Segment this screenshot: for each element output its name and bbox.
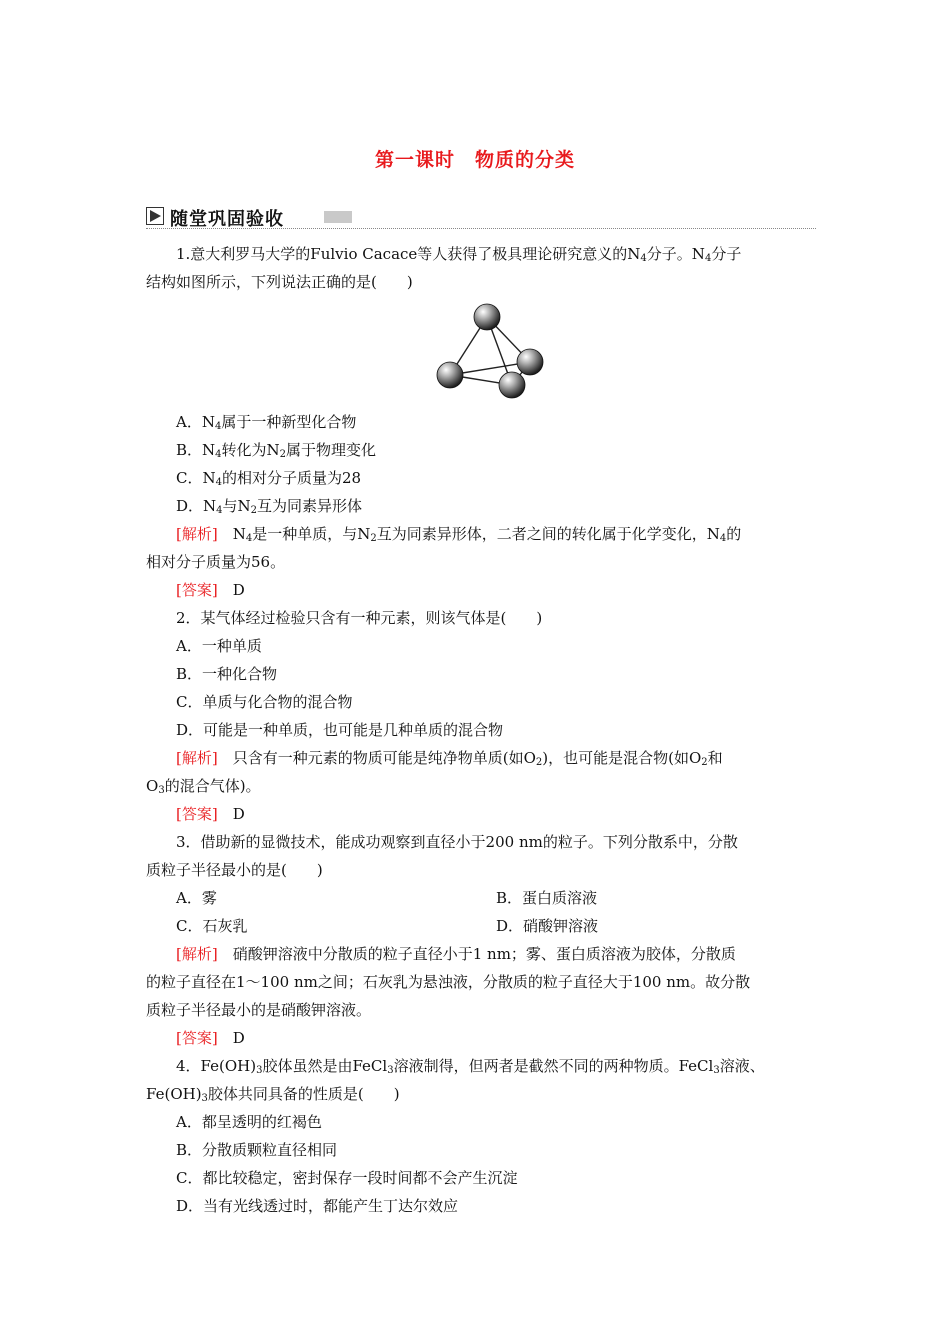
- q3-option-a: A．雾: [176, 889, 217, 907]
- q3-stem: 3．借助新的显微技术，能成功观察到直径小于200 nm的粒子。下列分散系中，分散: [176, 833, 738, 851]
- q2-stem: 2．某气体经过检验只含有一种元素，则该气体是( ): [176, 609, 543, 627]
- q1-answer: [答案] D: [176, 581, 245, 599]
- q2-option-b: B．一种化合物: [176, 665, 278, 683]
- q2-analysis: [解析] 只含有一种元素的物质可能是纯净物单质(如$O_2$)，也可能是混合物(如$O_2$和: [176, 749, 723, 768]
- q1-option-d: D．$N_4$与$N_2$互为同素异形体: [176, 497, 363, 516]
- q3-analysis: [解析] 硝酸钾溶液中分散质的粒子直径小于1 nm；雾、蛋白质溶液为胶体，分散质: [176, 945, 736, 963]
- q4-option-a: A．都呈透明的红褐色: [176, 1113, 322, 1131]
- q3-stem-cont: 质粒子半径最小的是( ): [146, 861, 323, 879]
- q3-analysis-cont2: 质粒子半径最小的是硝酸钾溶液。: [146, 1001, 372, 1019]
- section-rule: [146, 228, 816, 229]
- q3-option-c: C．石灰乳: [176, 917, 248, 935]
- q3-option-d: D．硝酸钾溶液: [496, 917, 599, 935]
- q1-stem: 1.意大利罗马大学的Fulvio Cacace等人获得了极具理论研究意义的$N_4$分子。$N_4$分子: [176, 245, 742, 264]
- section-bar: [324, 211, 352, 223]
- q2-option-a: A．一种单质: [176, 637, 262, 655]
- page-title: 第一课时 物质的分类: [374, 149, 575, 171]
- q1-stem-cont: 结构如图所示，下列说法正确的是( ): [146, 273, 413, 291]
- arrow-icon: [146, 207, 164, 225]
- q4-option-b: B．分散质颗粒直径相同: [176, 1141, 338, 1159]
- q1-option-b: B．$N_4$转化为$N_2$属于物理变化: [176, 441, 377, 460]
- q1-analysis: [解析] $N_4$是一种单质，与$N_2$互为同素异形体，二者之间的转化属于化学变化，$N_4$的: [176, 525, 742, 544]
- q1-analysis-cont: 相对分子质量为56。: [146, 553, 286, 571]
- q3-answer: [答案] D: [176, 1029, 245, 1047]
- q3-option-b: B．蛋白质溶液: [496, 889, 598, 907]
- content: [146, 240, 816, 1220]
- q1-option-c: C．$N_4$的相对分子质量为28: [176, 469, 362, 488]
- q4-stem-cont: $Fe(OH)_3$胶体共同具备的性质是( ): [146, 1085, 400, 1104]
- q2-analysis-cont: $O_3$的混合气体)。: [146, 777, 261, 796]
- q3-options-row2: [146, 912, 816, 940]
- q2-answer: [答案] D: [176, 805, 245, 823]
- n4-molecule-figure: [435, 302, 555, 404]
- q3-options-row1: [146, 884, 816, 912]
- q4-stem: 4．$Fe(OH)_3$胶体虽然是由FeCl$_3$溶液制得，但两者是截然不同的两种物质。FeCl$_3$溶液、: [176, 1057, 765, 1076]
- section-label: 随堂巩固验收: [170, 209, 284, 230]
- q4-option-d: D．当有光线透过时，都能产生丁达尔效应: [176, 1197, 459, 1215]
- q4-option-c: C．都比较稳定，密封保存一段时间都不会产生沉淀: [176, 1169, 518, 1187]
- q1-option-a: A．$N_4$属于一种新型化合物: [176, 413, 357, 432]
- section-header: [146, 203, 816, 231]
- q3-analysis-cont1: 的粒子直径在1～100 nm之间；石灰乳为悬浊液，分散质的粒子直径大于100 nm。故分散: [146, 973, 751, 991]
- q2-option-c: C．单质与化合物的混合物: [176, 693, 353, 711]
- q2-option-d: D．可能是一种单质，也可能是几种单质的混合物: [176, 721, 504, 739]
